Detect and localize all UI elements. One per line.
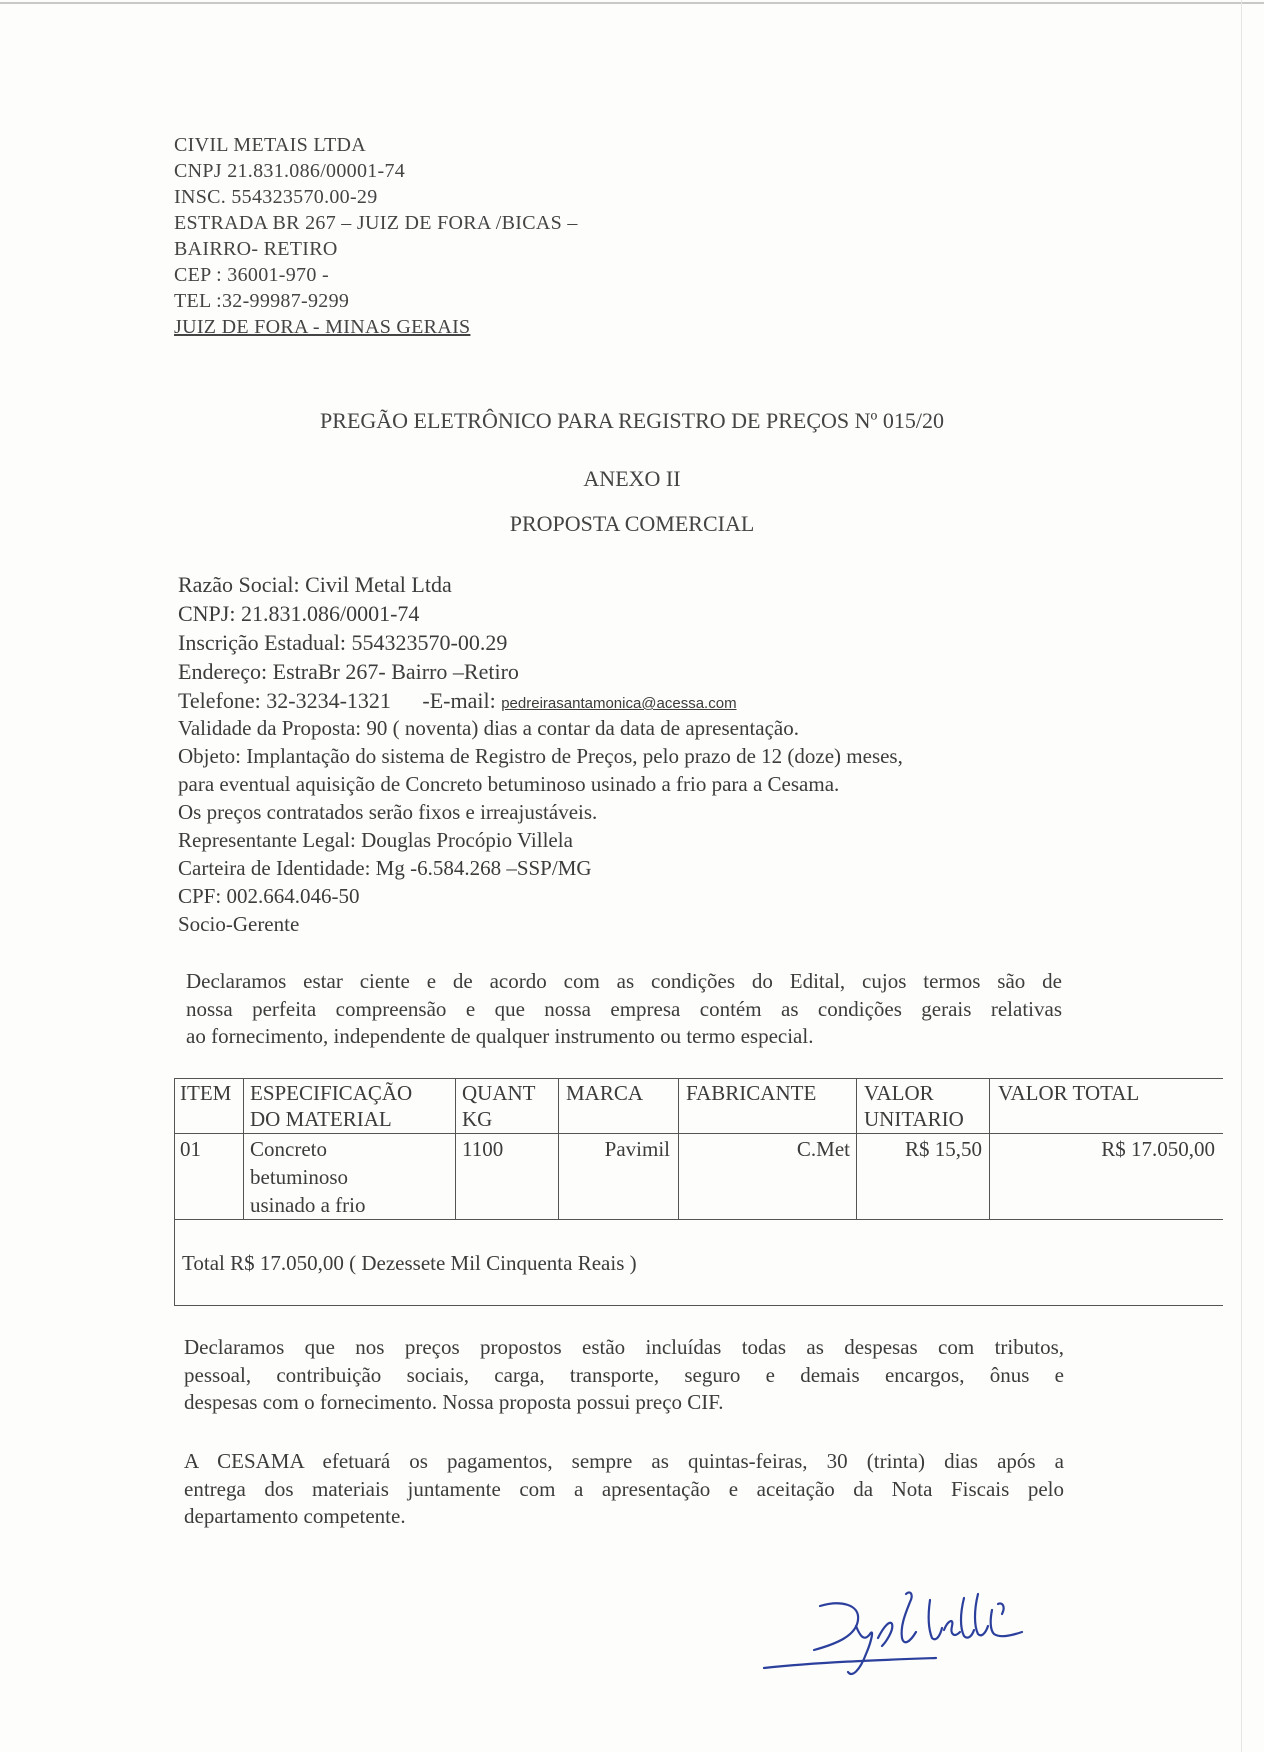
cargo: Socio-Gerente bbox=[178, 912, 300, 936]
table-rule bbox=[455, 1078, 456, 1219]
header-valor-total: VALOR TOTAL bbox=[998, 1081, 1140, 1105]
anexo-title: ANEXO II bbox=[583, 466, 681, 491]
table-rule bbox=[174, 1133, 1223, 1134]
representante-legal: Representante Legal: Douglas Procópio Villela bbox=[178, 828, 573, 852]
row-especificacao-3: usinado a frio bbox=[250, 1193, 366, 1217]
row-valor-total: R$ 17.050,00 bbox=[1101, 1137, 1215, 1161]
payment-line: entrega dos materiais juntamente com a apresentação e aceitação da Nota Fiscais pelo bbox=[184, 1476, 1064, 1501]
declaration-1-line: ao fornecimento, independente de qualquer instrumento ou termo especial. bbox=[186, 1024, 814, 1048]
company-cep: CEP : 36001-970 - bbox=[174, 264, 329, 286]
objeto-line-2: para eventual aquisição de Concreto betuminoso usinado a frio para a Cesama. bbox=[178, 772, 840, 796]
declaration-2-line: Declaramos que nos preços propostos estão incluídas todas as despesas com tributos, bbox=[184, 1335, 1064, 1359]
email-link[interactable]: pedreirasantamonica@acessa.com bbox=[501, 695, 737, 712]
cpf: CPF: 002.664.046-50 bbox=[178, 884, 360, 908]
header-quant-1: QUANT bbox=[462, 1081, 536, 1105]
company-cnpj: CNPJ 21.831.086/00001-74 bbox=[174, 160, 406, 182]
row-especificacao-2: betuminoso bbox=[250, 1165, 348, 1189]
declaration-2-line: pessoal, contribuição sociais, carga, transporte, seguro e demais encargos, ônus e bbox=[184, 1362, 1064, 1387]
header-valor-unitario-1: VALOR bbox=[864, 1081, 934, 1105]
inscricao-estadual: Inscrição Estadual: 554323570-00.29 bbox=[178, 630, 508, 655]
table-rule bbox=[174, 1219, 1223, 1220]
row-item: 01 bbox=[180, 1137, 201, 1161]
payment-line: departamento competente. bbox=[184, 1504, 406, 1528]
table-rule bbox=[174, 1305, 1223, 1306]
header-fabricante: FABRICANTE bbox=[686, 1081, 817, 1105]
telefone: Telefone: 32-3234-1321 bbox=[178, 688, 391, 713]
row-especificacao-1: Concreto bbox=[250, 1137, 327, 1161]
header-especificacao-1: ESPECIFICAÇÃO bbox=[250, 1081, 413, 1105]
payment-paragraph bbox=[184, 1448, 1064, 1531]
scan-right-edge bbox=[1241, 0, 1242, 1752]
pregao-title: PREGÃO ELETRÔNICO PARA REGISTRO DE PREÇOS Nº 015/20 bbox=[320, 408, 944, 433]
info-cnpj: CNPJ: 21.831.086/0001-74 bbox=[178, 601, 420, 626]
header-valor-unitario-2: UNITARIO bbox=[864, 1107, 964, 1131]
declaration-1-line: nossa perfeita compreensão e que nossa empresa contém as condições gerais relativas bbox=[186, 996, 1062, 1021]
handwritten-signature bbox=[760, 1580, 1100, 1690]
endereco: Endereço: EstraBr 267- Bairro –Retiro bbox=[178, 659, 519, 684]
row-marca: Pavimil bbox=[604, 1137, 670, 1161]
proposta-title: PROPOSTA COMERCIAL bbox=[509, 511, 755, 536]
header-especificacao-2: DO MATERIAL bbox=[250, 1107, 392, 1131]
objeto-line-1: Objeto: Implantação do sistema de Registro de Preços, pelo prazo de 12 (doze) meses, bbox=[178, 744, 903, 768]
company-insc: INSC. 554323570.00-29 bbox=[174, 186, 378, 208]
carteira-identidade: Carteira de Identidade: Mg -6.584.268 –SSP/MG bbox=[178, 856, 592, 880]
declaration-paragraph-1 bbox=[186, 968, 1062, 1051]
header-item: ITEM bbox=[180, 1081, 232, 1105]
declaration-paragraph-2 bbox=[184, 1334, 1064, 1417]
header-quant-2: KG bbox=[462, 1107, 493, 1131]
header-marca: MARCA bbox=[566, 1081, 644, 1105]
email-label: -E-mail: bbox=[422, 688, 496, 713]
company-address-line-2: BAIRRO- RETIRO bbox=[174, 238, 338, 260]
razao-social: Razão Social: Civil Metal Ltda bbox=[178, 572, 452, 597]
declaration-2-line: despesas com o fornecimento. Nossa proposta possui preço CIF. bbox=[184, 1390, 724, 1414]
scan-top-edge bbox=[0, 2, 1264, 4]
declaration-1-line: Declaramos estar ciente e de acordo com as condições do Edital, cujos termos são de bbox=[186, 969, 1062, 993]
payment-line: A CESAMA efetuará os pagamentos, sempre as quintas-feiras, 30 (trinta) dias após a bbox=[184, 1449, 1064, 1473]
total-line: Total R$ 17.050,00 ( Dezessete Mil Cinquenta Reais ) bbox=[182, 1251, 637, 1275]
table-rule bbox=[174, 1078, 1223, 1079]
items-table bbox=[174, 1078, 1223, 1306]
company-tel: TEL :32-99987-9299 bbox=[174, 290, 350, 312]
table-rule bbox=[174, 1078, 175, 1306]
company-name: CIVIL METAIS LTDA bbox=[174, 134, 367, 156]
table-rule bbox=[243, 1078, 244, 1219]
validade: Validade da Proposta: 90 ( noventa) dias a contar da data de apresentação. bbox=[178, 716, 799, 740]
row-fabricante: C.Met bbox=[796, 1137, 850, 1161]
precos-fixos: Os preços contratados serão fixos e irreajustáveis. bbox=[178, 800, 598, 824]
telefone-email-line bbox=[178, 688, 737, 714]
row-valor-unitario: R$ 15,50 bbox=[904, 1137, 982, 1161]
row-quant: 1100 bbox=[462, 1137, 504, 1161]
company-address-line-1: ESTRADA BR 267 – JUIZ DE FORA /BICAS – bbox=[174, 212, 578, 234]
company-city: JUIZ DE FORA - MINAS GERAIS bbox=[174, 316, 471, 338]
